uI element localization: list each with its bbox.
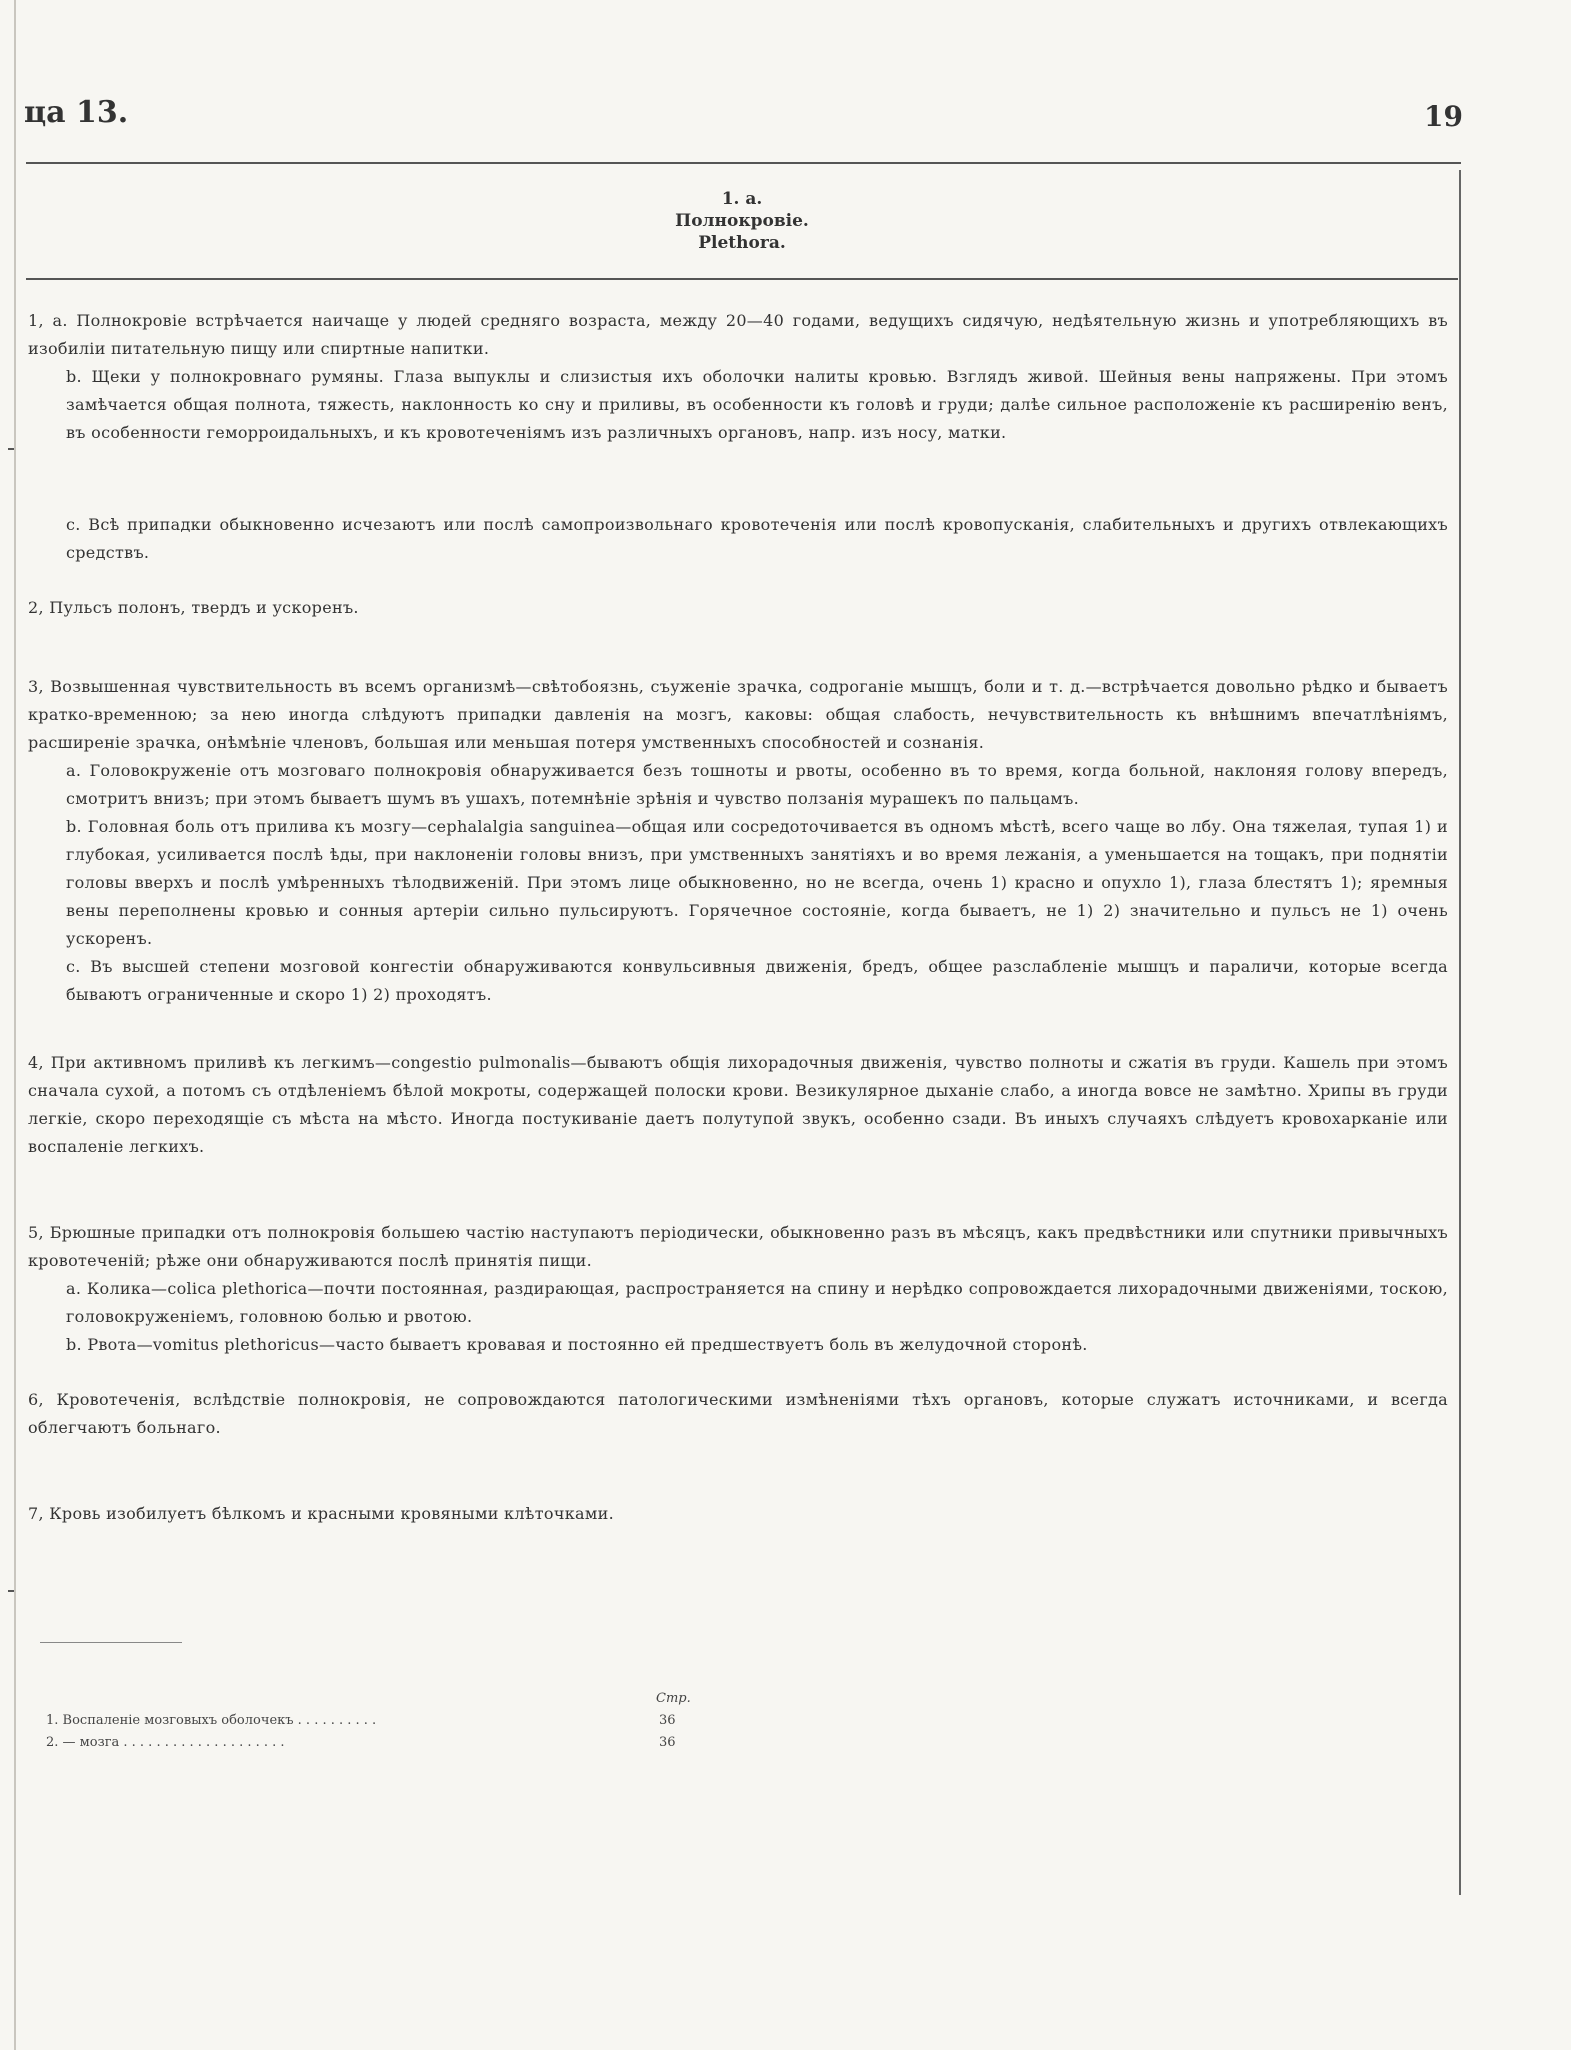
paragraph-5a: а. Колика—colica plethorica—почти постоянная, раздирающая, распространяется на спину и нерѣдко сопровождается лихорадочными движеніями, тоскою, головокруженіемъ, головною болью и рвотою. xyxy=(66,1279,1448,1326)
top-rule xyxy=(26,162,1461,164)
paragraph-5: 5, Брюшные припадки отъ полнокровія большею частію наступаютъ періодически, обыкновенно разъ въ мѣсяцъ, какъ предвѣстники или спутники привычныхъ кровотеченій; рѣже они обнаруживаются послѣ принятія пищи. xyxy=(28,1223,1448,1270)
paragraph-1c: с. Всѣ припадки обыкновенно исчезаютъ или послѣ самопроизвольнаго кровотеченія или послѣ кровопусканія, слабительныхъ и другихъ отвлекающихъ средствъ. xyxy=(66,515,1448,562)
index-item-page: 36 xyxy=(659,1735,676,1750)
section-4 xyxy=(28,1049,1448,1161)
section-1 xyxy=(28,307,1448,447)
paragraph-7: 7, Кровь изобилуетъ бѣлкомъ и красными кровяными клѣточками. xyxy=(28,1504,614,1523)
index-item xyxy=(46,1710,686,1731)
paragraph-1a: 1, а. Полнокровіе встрѣчается наичаще у людей средняго возраста, между 20—40 годами, ведущихъ сидячую, недѣятельную жизнь и употребляющихъ въ изобиліи питательную пищу или спиртные напитки. xyxy=(28,311,1448,358)
section-1c xyxy=(28,511,1448,567)
section-2 xyxy=(28,594,1448,622)
section-6 xyxy=(28,1386,1448,1442)
title-rule xyxy=(26,278,1458,280)
page-edge xyxy=(14,0,16,2050)
margin-mark xyxy=(8,448,14,450)
index-page-header: Стр. xyxy=(656,1691,691,1706)
right-border xyxy=(1459,170,1461,1895)
paragraph-6: 6, Кровотеченія, вслѣдствіе полнокровія, не сопровождаются патологическими измѣненіями тѣхъ органовъ, которые служатъ источниками, и всегда облегчаютъ больнаго. xyxy=(28,1390,1448,1437)
paragraph-5b: b. Рвота—vomitus plethoricus—часто бываетъ кровавая и постоянно ей предшествуетъ боль въ желудочной сторонѣ. xyxy=(66,1335,1088,1354)
running-header: ца 13. xyxy=(24,95,129,130)
section-3 xyxy=(28,673,1448,1009)
paragraph-3b: b. Головная боль отъ прилива къ мозгу—cephalalgia sanguinea—общая или сосредоточивается въ одномъ мѣстѣ, всего чаще во лбу. Она тяжелая, тупая 1) и глубокая, усиливается послѣ ѣды, при наклоненіи головы внизъ, при умственныхъ занятіяхъ и во время лежанія, а уменьшается на тощакъ, при поднятіи головы вверхъ и послѣ умѣренныхъ тѣлодвиженій. При этомъ лице обыкновенно, но не всегда, очень 1) красно и опухло 1), глаза блестятъ 1); яремныя вены переполнены кровью и сонныя артеріи сильно пульсируютъ. Горячечное состояніе, когда бываетъ, не 1) 2) значительно и пульсъ не 1) очень ускоренъ. xyxy=(66,817,1448,948)
paragraph-1b: b. Щеки у полнокровнаго румяны. Глаза выпуклы и слизистыя ихъ оболочки налиты кровью. Взглядъ живой. Шейныя вены напряжены. При этомъ замѣчается общая полнота, тяжесть, наклонность ко сну и приливы, въ особенности къ головѣ и груди; далѣе сильное расположеніе къ расширенію венъ, въ особенности геморроидальныхъ, и къ кровотеченіямъ изъ различныхъ органовъ, напр. изъ носу, матки. xyxy=(66,367,1448,442)
section-5 xyxy=(28,1219,1448,1359)
paragraph-4: 4, При активномъ приливѣ къ легкимъ—congestio pulmonalis—бываютъ общія лихорадочныя движенія, чувство полноты и сжатія въ груди. Кашель при этомъ сначала сухой, а потомъ съ отдѣленіемъ бѣлой мокроты, содержащей полоски крови. Везикулярное дыханіе слабо, а иногда вовсе не замѣтно. Хрипы въ груди легкіе, скоро переходящіе съ мѣста на мѣсто. Иногда постукиваніе даетъ полутупой звукъ, особенно сзади. Въ иныхъ случаяхъ слѣдуетъ кровохарканіе или воспаленіе легкихъ. xyxy=(28,1053,1448,1156)
margin-mark xyxy=(8,1590,14,1592)
title-latin: Plethora. xyxy=(698,233,786,253)
title-number: 1. а. xyxy=(721,189,763,209)
index-item-label: 2. — мозга . . . . . . . . . . . . . . . . . . . . xyxy=(46,1735,285,1750)
title-russian: Полнокровіе. xyxy=(675,211,809,231)
page-number: 19 xyxy=(1424,100,1463,133)
section-7 xyxy=(28,1500,1448,1528)
index-item xyxy=(46,1732,686,1753)
section-title xyxy=(26,188,1458,254)
paragraph-3c: с. Въ высшей степени мозговой конгестіи обнаруживаются конвульсивныя движенія, бредъ, общее разслабленіе мышцъ и параличи, которые всегда бываютъ ограниченные и скоро 1) 2) проходятъ. xyxy=(66,957,1448,1004)
footnote-rule xyxy=(40,1642,182,1643)
paragraph-2: 2, Пульсъ полонъ, твердъ и ускоренъ. xyxy=(28,598,359,617)
paragraph-3: 3, Возвышенная чувствительность въ всемъ организмѣ—свѣтобоязнь, съуженіе зрачка, содроганіе мышцъ, боли и т. д.—встрѣчается довольно рѣдко и бываетъ кратко-временною; за нею иногда слѣдуютъ припадки давленія на мозгъ, каковы: общая слабость, нечувствительность къ внѣшнимъ впечатлѣніямъ, расширеніе зрачка, онѣмѣніе членовъ, большая или меньшая потеря умственныхъ способностей и сознанія. xyxy=(28,677,1448,752)
index-item-label: 1. Воспаленіе мозговыхъ оболочекъ . . . . . . . . . . xyxy=(46,1713,377,1728)
paragraph-3a: а. Головокруженіе отъ мозговаго полнокровія обнаруживается безъ тошноты и рвоты, особенно въ то время, когда больной, наклоняя голову впередъ, смотритъ внизъ; при этомъ бываетъ шумъ въ ушахъ, потемнѣніе зрѣнія и чувство ползанія мурашекъ по пальцамъ. xyxy=(66,761,1448,808)
index-item-page: 36 xyxy=(659,1713,676,1728)
